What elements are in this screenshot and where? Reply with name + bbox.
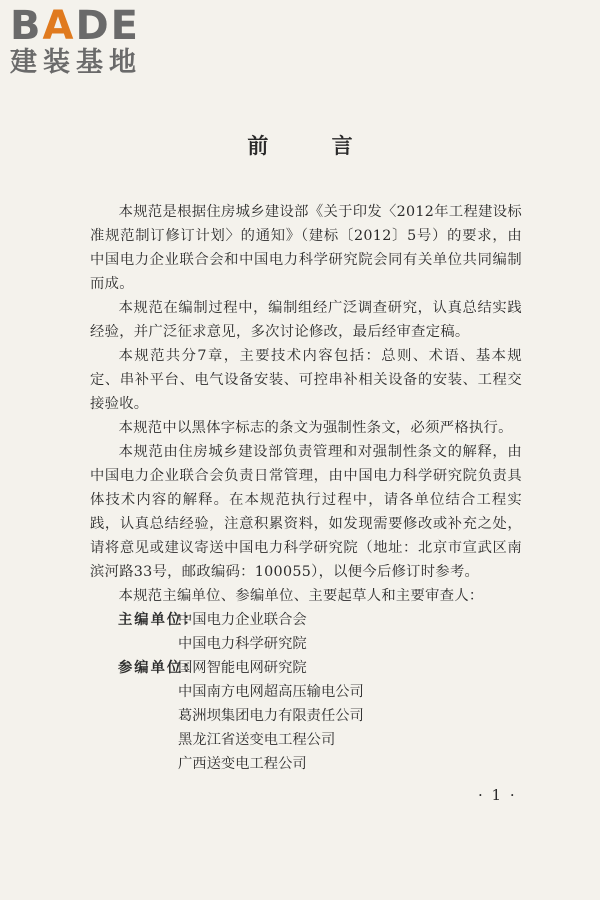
paragraph: 本规范在编制过程中，编制组经广泛调查研究，认真总结实践经验，并广泛征求意见，多次讨论修改，最后经审查定稿。 bbox=[90, 300, 522, 340]
participating-units-group bbox=[90, 656, 522, 776]
chief-units-label: 主编单位： bbox=[118, 612, 200, 628]
unit-name: 中国电力企业联合会 bbox=[178, 612, 307, 628]
logo-accent-letter: A bbox=[42, 3, 76, 49]
units-list bbox=[90, 608, 522, 776]
participating-units-label: 参编单位： bbox=[118, 660, 200, 676]
foreword-body bbox=[90, 200, 522, 776]
page-title: 前 言 bbox=[247, 133, 381, 158]
unit-name: 葛洲坝集团电力有限责任公司 bbox=[178, 708, 364, 724]
unit-name: 黑龙江省送变电工程公司 bbox=[178, 732, 336, 748]
unit-name: 广西送变电工程公司 bbox=[178, 756, 307, 772]
paragraph: 本规范是根据住房城乡建设部《关于印发〈2012年工程建设标准规范制订修订计划〉的通知》（建标〔2012〕5号）的要求，由中国电力企业联合会和中国电力科学研究院会同有关单位共同编制而成。 bbox=[90, 204, 522, 292]
paragraph: 本规范由住房城乡建设部负责管理和对强制性条文的解释，由中国电力企业联合会负责日常管理，由中国电力科学研究院负责具体技术内容的解释。在本规范执行过程中，请各单位结合工程实践，认真总结经验，注意积累资料，如发现需要修改或补充之处，请将意见或建议寄送中国电力科学研究院（地址：北京市宣武区南滨河路33号，邮政编码：100055），以便今后修订时参考。 bbox=[90, 444, 522, 580]
paragraph: 本规范主编单位、参编单位、主要起草人和主要审查人： bbox=[118, 588, 484, 604]
logo-wordmark: BADE bbox=[10, 3, 140, 49]
page-number: · 1 · bbox=[478, 786, 517, 804]
logo-subtitle: 建装基地 bbox=[10, 47, 142, 78]
unit-name: 中国电力科学研究院 bbox=[178, 636, 307, 652]
paragraph: 本规范中以黑体字标志的条文为强制性条文，必须严格执行。 bbox=[118, 420, 513, 436]
bade-logo bbox=[10, 3, 185, 80]
unit-name: 中国南方电网超高压输电公司 bbox=[178, 684, 364, 700]
paragraph: 本规范共分7章，主要技术内容包括：总则、术语、基本规定、串补平台、电气设备安装、可控串补相关设备的安装、工程交接验收。 bbox=[90, 348, 522, 412]
chief-units-group bbox=[90, 608, 522, 656]
unit-name: 国网智能电网研究院 bbox=[178, 660, 307, 676]
